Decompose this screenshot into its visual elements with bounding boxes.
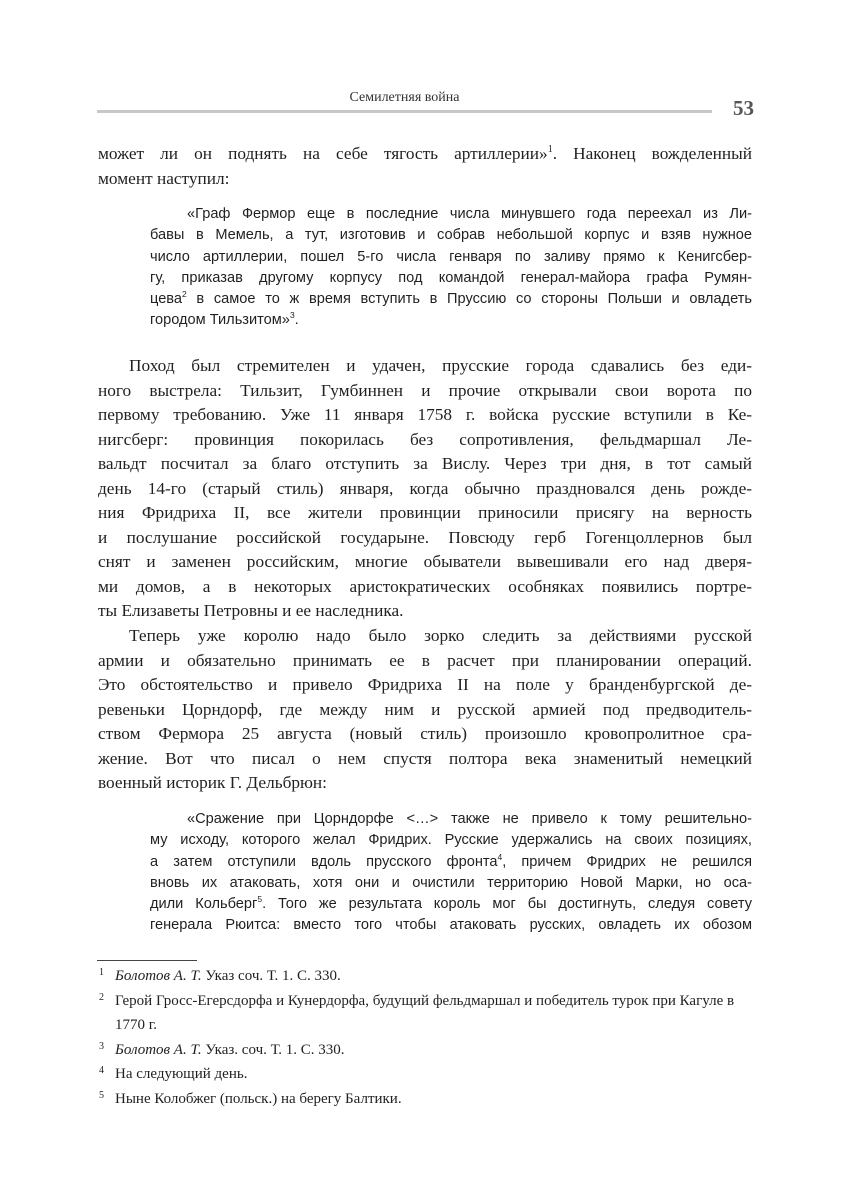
footnote-ref: 4 [497,851,503,862]
text-line [150,268,752,289]
block-quote [150,809,752,937]
text-line [98,649,752,674]
text-line [150,873,752,894]
footnote-ref: 3 [289,310,295,321]
footnote-text: Герой Гросс-Егерсдорфа и Кунердорфа, будущий фельдмаршал и победитель турок при Кагуле в 1770 г. [115,992,735,1033]
text-segment: «Граф Фермор еще в последние числа минувшего года переехал из Ли- [187,206,752,222]
text-segment: вновь их атаковать, хотя они и очистили территорию Новой Марки, но оса- [150,874,752,891]
footnote-author: Болотов А. Т. [115,968,202,984]
text-segment: в самое то ж время вступить в Пруссию со стороны Польши и овладеть [186,291,752,308]
text-line [150,204,752,225]
text-line [98,501,752,526]
text-line [98,599,752,624]
text-line [98,771,752,796]
text-segment: ревеньки Цорндорф, где между ним и русской армией под предводитель- [98,699,752,719]
text-segment: и послушание российской государыне. Повсюду герб Гогенцоллернов был [98,527,752,547]
text-line [98,403,752,428]
text-line [150,809,752,830]
text-segment: . [294,312,299,329]
footnote-number: 5 [99,1089,104,1101]
text-segment: му исходу, которого желал Фридрих. Русские удержались на своих позициях, [150,832,752,849]
text-segment: городом Тильзитом» [150,312,290,329]
text-line [150,852,752,873]
footnote [97,1038,757,1063]
footnote-text: На следующий день. [115,1066,248,1082]
text-segment: Поход был стремителен и удачен, прусские города сдавались без еди- [129,356,752,375]
text-segment: . Того же результата король мог бы достигнуть, следуя совету [262,896,753,913]
footnote-number: 2 [99,991,104,1003]
text-line [98,550,752,575]
text-segment: день 14-го (старый стиль) января, когда обычно праздновался день рожде- [98,478,752,498]
page-number: 53 [733,96,754,120]
text-segment: момент наступил: [98,168,230,188]
text-segment: Это обстоятельство и привело Фридриха II на поле у бранденбургской де- [98,675,752,694]
footnote-number: 4 [99,1065,104,1076]
paragraph [98,142,752,191]
text-segment: число артиллерии, пошел 5-го числа генваря по заливу прямо к Кенигсбер- [150,248,752,265]
footnote [97,964,757,989]
text-line [98,698,752,723]
footnote-separator [97,960,197,961]
footnote-ref: 5 [257,894,263,905]
header-rule [97,110,712,113]
text-segment: ного выстрела: Тильзит, Гумбиннен и прочие открывали свои ворота по [98,380,752,400]
text-line [98,673,752,698]
text-segment: цева [150,291,183,308]
text-segment: военный историк Г. Дельбрюн: [98,773,327,792]
text-segment: дили Кольберг [150,896,258,913]
paragraph [98,624,752,796]
text-line [150,894,752,915]
text-segment: вальдт посчитал за благо отступить за Вислу. Через три дня, в тот самый [98,454,752,473]
text-line [150,225,752,246]
footnote-number: 3 [99,1040,104,1052]
text-line [150,247,752,268]
text-line [98,167,752,192]
footnote-text: Указ соч. Т. 1. С. 330. [201,968,341,984]
text-segment: а затем отступили вдоль прусского фронта [150,853,498,870]
text-segment: «Сражение при Цорндорфе <…> также не привело к тому решительно- [187,811,752,827]
text-segment: гу, приказав другому корпусу под командой генерал-майора графа Румян- [150,269,752,286]
text-line [150,310,752,331]
paragraph [98,354,752,624]
text-line [98,477,752,502]
footnote [97,1087,757,1112]
text-line [98,747,752,772]
text-line [98,142,752,167]
footnotes [97,964,757,1111]
text-segment: армии и обязательно принимать ее в расчет при планировании операций. [98,650,752,670]
footnote-author: Болотов А. Т. [115,1041,202,1058]
text-segment: ния Фридриха II, все жители провинции приносили присягу на верность [98,503,752,522]
text-line [98,428,752,453]
text-line [98,379,752,404]
text-line [150,289,752,310]
text-segment: ты Елизаветы Петровны и ее наследника. [98,601,404,620]
footnote-ref: 1 [547,143,553,155]
text-segment: ством Фермора 25 августа (новый стиль) произошло кровопролитное сра- [98,724,752,743]
text-segment: первому требованию. Уже 11 января 1758 г. войска русские вступили в Ке- [98,405,752,424]
text-segment: . Наконец вожделенный [552,144,752,163]
text-segment: снят и заменен российским, многие обыватели вывешивали его над дверя- [98,552,752,571]
text-line [98,624,752,649]
text-line [98,354,752,379]
footnote [97,989,757,1038]
text-line [98,722,752,747]
text-segment: Теперь уже королю надо было зорко следить за действиями русской [129,626,752,645]
running-title: Семилетняя война [349,90,460,105]
footnote-text: Ныне Колобжег (польск.) на берегу Балтики. [115,1090,402,1107]
text-segment: ми домов, а в некоторых аристократических особняках появились портре- [98,576,752,596]
text-segment: генерала Рюитса: вместо того чтобы атаковать русских, овладеть их обозом [150,917,752,934]
text-segment: , причем Фридрих не решился [502,853,752,870]
text-line [150,915,752,936]
text-segment: нигсберг: провинция покорилась без сопротивления, фельдмаршал Ле- [98,429,752,449]
text-line [150,830,752,851]
footnote [97,1062,757,1087]
text-line [98,526,752,551]
text-line [98,452,752,477]
text-segment: может ли он поднять на себе тягость артиллерии» [98,144,548,163]
text-segment: жение. Вот что писал о нем спустя полтора века знаменитый немецкий [98,748,752,768]
footnote-number: 1 [99,967,104,978]
text-segment: бавы в Мемель, а тут, изготовив и собрав небольшой корпус и взяв нужное [150,227,752,244]
text-line [98,575,752,600]
footnote-text: Указ. соч. Т. 1. С. 330. [201,1041,345,1058]
footnote-ref: 2 [182,289,187,300]
block-quote [150,204,752,332]
